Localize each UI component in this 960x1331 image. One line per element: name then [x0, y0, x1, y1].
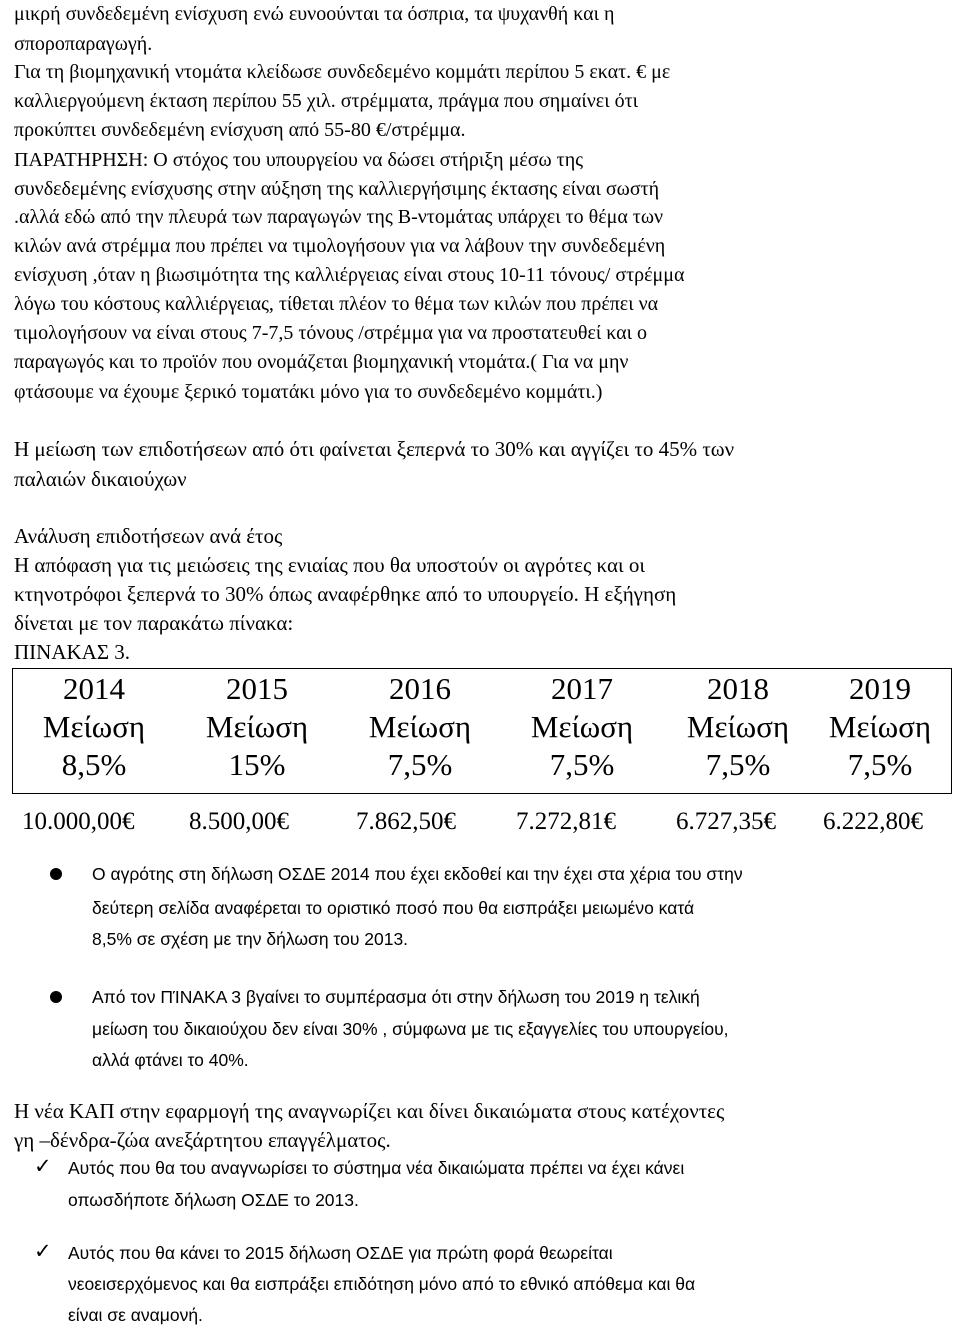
- text-line: γη –δένδρα-ζώα ανεξάρτητου επαγγέλματος.: [14, 1128, 391, 1152]
- text-line: μικρή συνδεδεμένη ενίσχυση ενώ ευνοούνται τα όσπρια, τα ψυχανθή και η: [14, 3, 615, 25]
- text-line: τιμολογήσουν να είναι στους 7-7,5 τόνους /στρέμμα για να προστατευθεί και ο: [14, 322, 647, 344]
- table-percent: 8,5%: [61, 747, 127, 782]
- text-line: .αλλά εδώ από την πλευρά των παραγωγών της Β-ντομάτας υπάρχει το θέμα των: [14, 206, 664, 228]
- text-line: παραγωγός και το προϊόν που ονομάζεται βιομηχανική ντομάτα.( Για να μην: [14, 351, 629, 373]
- check-line: οπωσδήποτε δήλωση ΟΣΔΕ το 2013.: [68, 1190, 359, 1210]
- table-column-2015: [179, 670, 335, 784]
- text-line: κιλών ανά στρέμμα που πρέπει να τιμολογήσουν για να λάβουν την συνδεδεμένη: [14, 235, 666, 257]
- text-line: λόγω του κόστους καλλιέργειας, τίθεται πλέον το θέμα των κιλών που πρέπει να: [14, 293, 659, 315]
- table-percent: 7,5%: [549, 747, 615, 782]
- bullet-line: 8,5% σε σχέση με την δήλωση του 2013.: [92, 929, 409, 949]
- table-year: 2019: [849, 671, 911, 706]
- text-line: παλαιών δικαιούχων: [14, 467, 187, 491]
- table-percent: 7,5%: [705, 747, 771, 782]
- text-line: Για τη βιομηχανική ντομάτα κλείδωσε συνδεδεμένο κομμάτι περίπου 5 εκατ. € με: [14, 61, 671, 83]
- table-amount: 6.222,80€: [823, 808, 923, 835]
- text-line: καλλιεργούμενη έκταση περίπου 55 χιλ. στρέμματα, πράγμα που σημαίνει ότι: [14, 90, 638, 112]
- table-percent: 15%: [228, 747, 286, 782]
- table-column-2019: [802, 670, 958, 784]
- table-year: 2014: [63, 671, 125, 706]
- text-line: κτηνοτρόφοι ξεπερνά το 30% όπως αναφέρθηκε από το υπουργείο. Η εξήγηση: [14, 582, 677, 606]
- bullet-line: δεύτερη σελίδα αναφέρεται το οριστικό ποσό που θα εισπράξει μειωμένο κατά: [92, 898, 695, 918]
- table-label: Μείωση: [368, 709, 472, 744]
- table-column-2016: [342, 670, 498, 784]
- table-column-2017: [504, 670, 660, 784]
- check-line: Αυτός που θα του αναγνωρίσει το σύστημα νέα δικαιώματα πρέπει να έχει κάνει: [68, 1158, 685, 1178]
- table-amount: 7.272,81€: [516, 808, 616, 835]
- checkmark-icon: ✓: [34, 1240, 52, 1263]
- text-line: φτάσουμε να έχουμε ξερικό τοματάκι μόνο για το συνδεδεμένο κομμάτι.): [14, 381, 603, 403]
- check-line: νεοεισερχόμενος και θα εισπράξει επιδότηση μόνο από το εθνικό απόθεμα και θα: [68, 1274, 696, 1294]
- bullet-line: Από τον ΠΊΝΑΚΑ 3 βγαίνει το συμπέρασμα ότι στην δήλωση του 2019 η τελική: [92, 987, 700, 1007]
- text-line: συνδεδεμένης ενίσχυσης στην αύξηση της καλλιεργήσιμης έκτασης είναι σωστή: [14, 178, 660, 200]
- bullet-line: μείωση του δικαιούχου δεν είναι 30% , σύμφωνα με τις εξαγγελίες του υπουργείου,: [92, 1019, 729, 1039]
- table-caption: ΠΙΝΑΚΑΣ 3.: [14, 640, 131, 664]
- table-label: Μείωση: [828, 709, 932, 744]
- table-year: 2018: [707, 671, 769, 706]
- text-line: Η μείωση των επιδοτήσεων από ότι φαίνεται ξεπερνά το 30% και αγγίζει το 45% των: [14, 437, 735, 461]
- text-line: σποροπαραγωγή.: [14, 33, 153, 55]
- text-line: ΠΑΡΑΤΗΡΗΣΗ: Ο στόχος του υπουργείου να δώσει στήριξη μέσω της: [14, 149, 584, 171]
- bullet-line: Ο αγρότης στη δήλωση ΟΣΔΕ 2014 που έχει εκδοθεί και την έχει στα χέρια του στην: [92, 864, 743, 884]
- table-column-2014: [16, 670, 172, 784]
- table-amount: 10.000,00€: [22, 808, 135, 835]
- text-line: δίνεται με τον παρακάτω πίνακα:: [14, 611, 294, 635]
- table-year: 2016: [389, 671, 451, 706]
- section-heading: Ανάλυση επιδοτήσεων ανά έτος: [14, 524, 283, 548]
- table-percent: 7,5%: [387, 747, 453, 782]
- table-label: Μείωση: [686, 709, 790, 744]
- check-line: είναι σε αναμονή.: [68, 1305, 203, 1325]
- bullet-line: αλλά φτάνει το 40%.: [92, 1050, 249, 1070]
- text-line: Η νέα ΚΑΠ στην εφαρμογή της αναγνωρίζει και δίνει δικαιώματα στους κατέχοντες: [14, 1099, 725, 1123]
- reduction-table: [12, 668, 952, 835]
- table-percent: 7,5%: [847, 747, 913, 782]
- check-line: Αυτός που θα κάνει το 2015 δήλωση ΟΣΔΕ για πρώτη φορά θεωρείται: [68, 1243, 613, 1263]
- bullet-dot-icon: [50, 868, 62, 880]
- bullet-dot-icon: [50, 991, 62, 1003]
- table-column-2018: [660, 670, 816, 784]
- table-amount: 6.727,35€: [676, 808, 776, 835]
- table-amount: 7.862,50€: [356, 808, 456, 835]
- table-year: 2015: [226, 671, 288, 706]
- checkmark-icon: ✓: [34, 1155, 52, 1178]
- table-year: 2017: [551, 671, 613, 706]
- table-label: Μείωση: [530, 709, 634, 744]
- text-line: Η απόφαση για τις μειώσεις της ενιαίας που θα υποστούν οι αγρότες και οι: [14, 553, 646, 577]
- text-line: προκύπτει συνδεδεμένη ενίσχυση από 55-80 €/στρέμμα.: [14, 119, 466, 141]
- table-label: Μείωση: [42, 709, 146, 744]
- text-line: ενίσχυση ,όταν η βιωσιμότητα της καλλιέργειας είναι στους 10-11 τόνους/ στρέμμα: [14, 264, 685, 286]
- table-amount: 8.500,00€: [189, 808, 289, 835]
- table-label: Μείωση: [205, 709, 309, 744]
